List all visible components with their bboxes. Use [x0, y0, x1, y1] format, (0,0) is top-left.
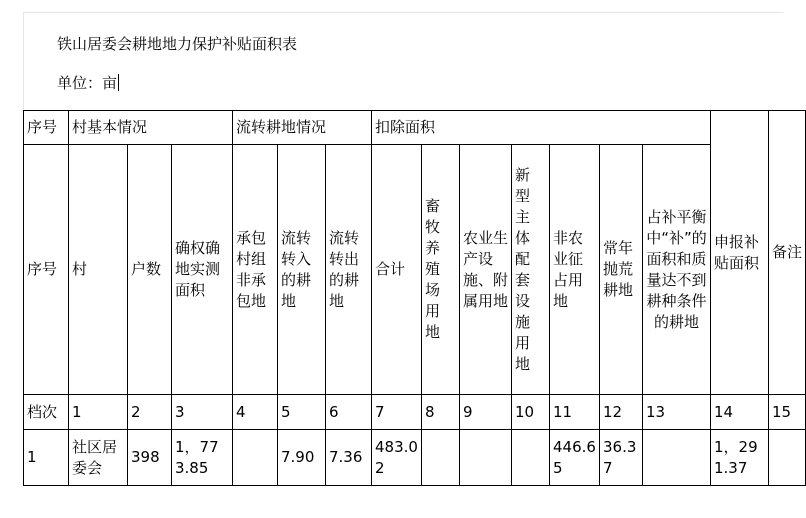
- text-cursor: [118, 74, 119, 91]
- document-title: 铁山居委会耕地地力保护补贴面积表: [57, 35, 298, 53]
- remarks-header: 备注: [769, 111, 806, 395]
- grade-cell: 5: [278, 395, 326, 430]
- unit-label[interactable]: 单位：亩: [57, 74, 118, 92]
- cell-livestock: [422, 430, 460, 486]
- col-balance: 占补平衡中“补”的面积和质量达不到耕种条件的耕地: [643, 145, 711, 395]
- col-non-agri-requisition: 非农业征占用地: [550, 145, 600, 395]
- page-left-border: [23, 12, 24, 110]
- cell-total: 483.02: [372, 430, 422, 486]
- grade-cell: 2: [128, 395, 172, 430]
- cell-confirmed-area: 1，773.85: [172, 430, 233, 486]
- grade-cell: 档次: [24, 395, 69, 430]
- col-contract-non-contract: 承包村组非承包地: [233, 145, 278, 395]
- col-households: 户数: [128, 145, 172, 395]
- col-abandoned: 常年抛荒耕地: [600, 145, 643, 395]
- group-village-basic: 村基本情况: [69, 111, 233, 145]
- cell-agri-facility: [460, 430, 512, 486]
- page-top-border: [23, 12, 783, 13]
- cell-village: 社区居委会: [69, 430, 128, 486]
- grade-cell: 3: [172, 395, 233, 430]
- declared-area-header: 申报补贴面积: [711, 111, 769, 395]
- cell-abandoned: 36.37: [600, 430, 643, 486]
- group-transfer: 流转耕地情况: [233, 111, 372, 145]
- cell-balance: [643, 430, 711, 486]
- cell-declared: 1，291.37: [711, 430, 769, 486]
- column-header-row: [24, 145, 806, 395]
- cell-households: 398: [128, 430, 172, 486]
- col-agri-facility: 农业生产设施、附属用地: [460, 145, 512, 395]
- col-seq: 序号: [24, 145, 69, 395]
- grade-cell: 14: [711, 395, 769, 430]
- col-livestock: 畜牧养殖场用地: [422, 145, 460, 395]
- cell-new-entity: [512, 430, 550, 486]
- cell-non-agri-requisition: 446.65: [550, 430, 600, 486]
- grade-cell: 15: [769, 395, 806, 430]
- grade-cell: 12: [600, 395, 643, 430]
- col-village: 村: [69, 145, 128, 395]
- grade-row: [24, 395, 806, 430]
- cell-contract-non-contract: [233, 430, 278, 486]
- grade-cell: 4: [233, 395, 278, 430]
- subsidy-table: [23, 110, 806, 486]
- col-transfer-in: 流转转入的耕地: [278, 145, 326, 395]
- cell-remarks: [769, 430, 806, 486]
- group-deduction: 扣除面积: [372, 111, 711, 145]
- group-header-row: [24, 111, 806, 145]
- cell-transfer-in: 7.90: [278, 430, 326, 486]
- grade-cell: 6: [326, 395, 372, 430]
- grade-cell: 10: [512, 395, 550, 430]
- grade-cell: 1: [69, 395, 128, 430]
- group-seq: 序号: [24, 111, 69, 145]
- cell-seq: 1: [24, 430, 69, 486]
- cell-transfer-out: 7.36: [326, 430, 372, 486]
- grade-cell: 11: [550, 395, 600, 430]
- col-total: 合计: [372, 145, 422, 395]
- data-row: [24, 430, 806, 486]
- col-transfer-out: 流转转出的耕地: [326, 145, 372, 395]
- col-confirmed-area: 确权确地实测面积: [172, 145, 233, 395]
- grade-cell: 7: [372, 395, 422, 430]
- grade-cell: 8: [422, 395, 460, 430]
- grade-cell: 13: [643, 395, 711, 430]
- grade-cell: 9: [460, 395, 512, 430]
- col-new-entity: 新型主体配套设施用地: [512, 145, 550, 395]
